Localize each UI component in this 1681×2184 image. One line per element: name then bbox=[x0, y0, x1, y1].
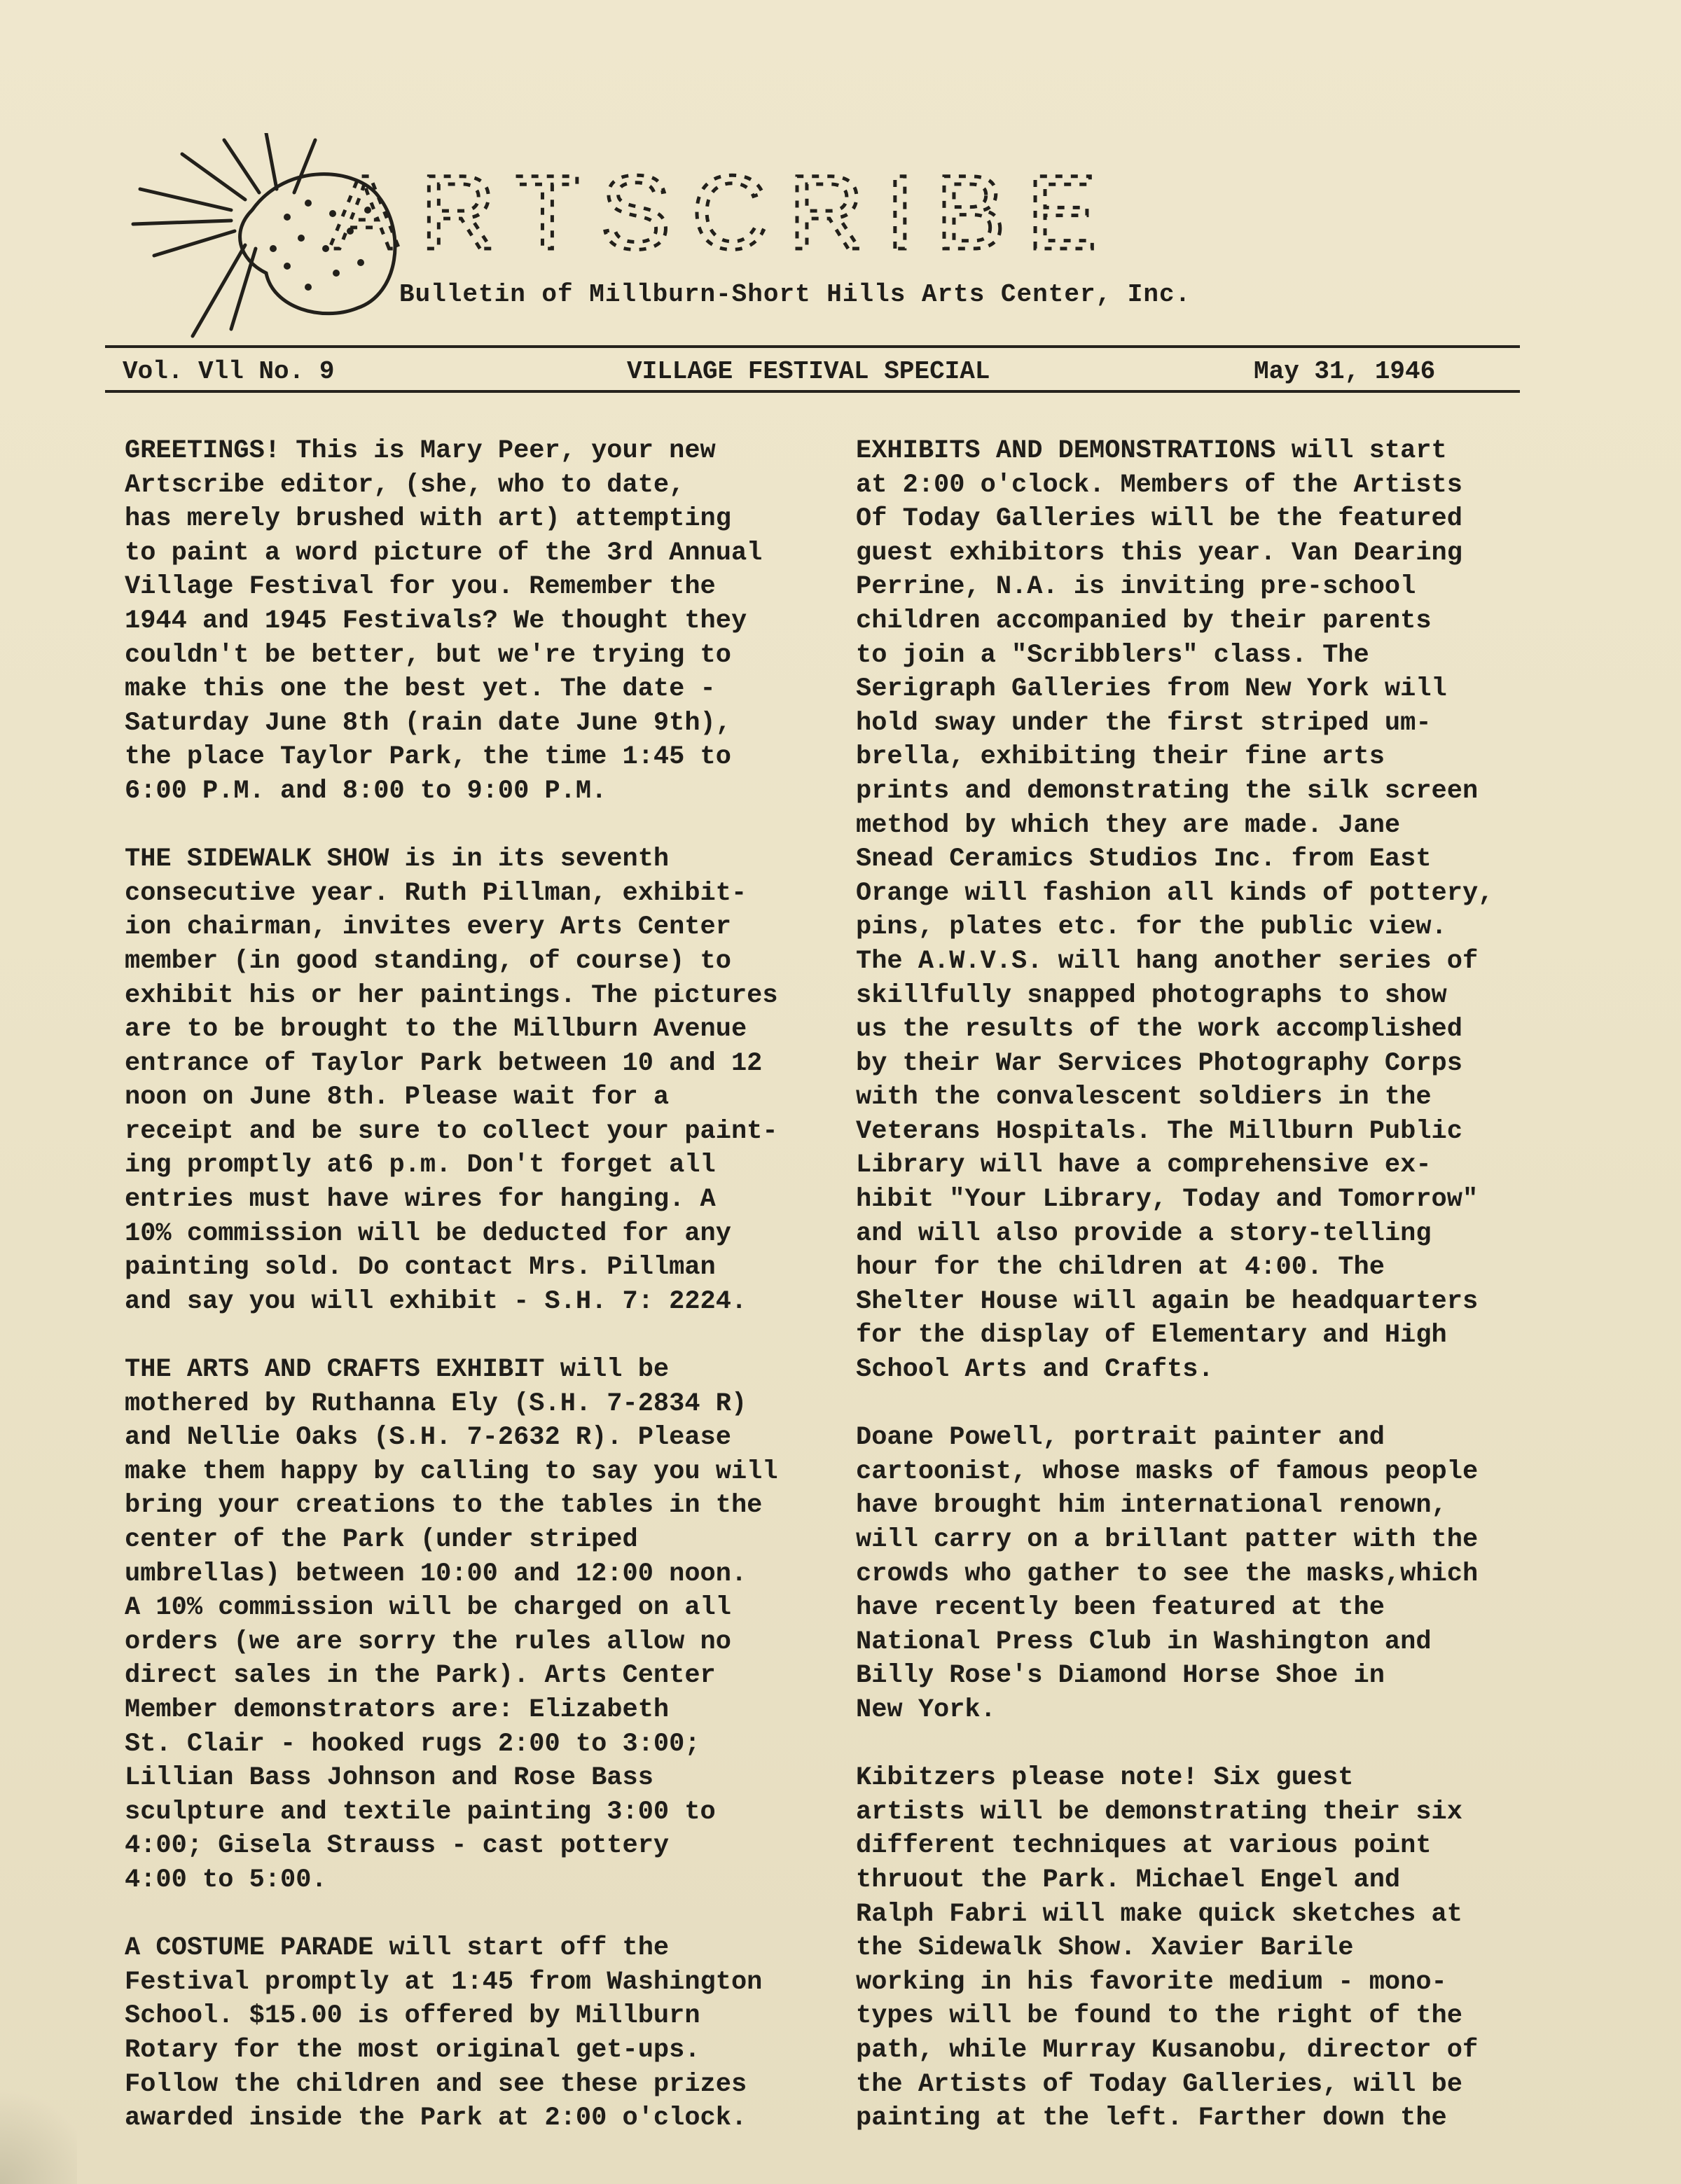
left-column bbox=[125, 434, 846, 2169]
text-line: the Sidewalk Show. Xavier Barile bbox=[856, 1933, 1354, 1963]
text-line: A 10% commission will be charged on all bbox=[125, 1593, 731, 1623]
text-line: umbrellas) between 10:00 and 12:00 noon. bbox=[125, 1559, 747, 1589]
text-line: Perrine, N.A. is inviting pre-school bbox=[856, 572, 1416, 602]
text-line: member (in good standing, of course) to bbox=[125, 946, 731, 976]
text-line: thruout the Park. Michael Engel and bbox=[856, 1865, 1401, 1895]
volume-number: Vol. Vll No. 9 bbox=[123, 357, 335, 386]
text-line: Doane Powell, portrait painter and bbox=[856, 1423, 1385, 1453]
bulletin-subtitle: Bulletin of Millburn-Short Hills Arts Center, Inc. bbox=[399, 280, 1191, 309]
text-line: hour for the children at 4:00. The bbox=[856, 1253, 1385, 1283]
text-line: exhibit his or her paintings. The pictures bbox=[125, 980, 778, 1010]
text-line: 10% commission will be deducted for any bbox=[125, 1218, 731, 1249]
text-line: bring your creations to the tables in the bbox=[125, 1491, 763, 1521]
text-line: Member demonstrators are: Elizabeth bbox=[125, 1695, 670, 1725]
article-paragraph bbox=[856, 1761, 1556, 2136]
text-line: will carry on a brillant patter with the bbox=[856, 1525, 1479, 1554]
text-line: 4:00 to 5:00. bbox=[125, 1865, 327, 1895]
text-line: A COSTUME PARADE will start off the bbox=[125, 1933, 670, 1963]
text-line: entrance of Taylor Park between 10 and 12 bbox=[125, 1048, 763, 1078]
text-line: Snead Ceramics Studios Inc. from East bbox=[856, 844, 1432, 875]
text-line: sculpture and textile painting 3:00 to bbox=[125, 1797, 716, 1827]
text-line: 6:00 P.M. and 8:00 to 9:00 P.M. bbox=[125, 776, 607, 806]
text-line: cartoonist, whose masks of famous people bbox=[856, 1456, 1479, 1487]
text-line: School Arts and Crafts. bbox=[856, 1355, 1214, 1385]
text-line: hold sway under the first striped um- bbox=[856, 708, 1432, 738]
issue-title: VILLAGE FESTIVAL SPECIAL bbox=[627, 357, 990, 386]
text-line: and Nellie Oaks (S.H. 7-2632 R). Please bbox=[125, 1423, 731, 1453]
text-line: couldn't be better, but we're trying to bbox=[125, 640, 731, 670]
text-line: the place Taylor Park, the time 1:45 to bbox=[125, 742, 731, 772]
text-line: to join a "Scribblers" class. The bbox=[856, 640, 1369, 670]
article-paragraph bbox=[125, 1353, 846, 1898]
text-line: consecutive year. Ruth Pillman, exhibit- bbox=[125, 878, 747, 908]
text-line: to paint a word picture of the 3rd Annual bbox=[125, 538, 763, 568]
text-line: Serigraph Galleries from New York will bbox=[856, 674, 1447, 704]
right-column bbox=[856, 434, 1556, 2169]
text-line: Artscribe editor, (she, who to date, bbox=[125, 470, 685, 500]
text-line: Saturday June 8th (rain date June 9th), bbox=[125, 708, 731, 738]
text-line: the Artists of Today Galleries, will be bbox=[856, 2069, 1462, 2099]
text-line: ing promptly at6 p.m. Don't forget all bbox=[125, 1150, 716, 1181]
text-line: Kibitzers please note! Six guest bbox=[856, 1763, 1354, 1793]
text-line: make this one the best yet. The date - bbox=[125, 674, 716, 704]
text-line: EXHIBITS AND DEMONSTRATIONS will start bbox=[856, 436, 1447, 466]
text-line: us the results of the work accomplished bbox=[856, 1015, 1462, 1045]
text-line: St. Clair - hooked rugs 2:00 to 3:00; bbox=[125, 1729, 700, 1759]
text-line: artists will be demonstrating their six bbox=[856, 1797, 1462, 1827]
text-line: prints and demonstrating the silk screen bbox=[856, 776, 1479, 806]
text-line: painting at the left. Farther down the bbox=[856, 2103, 1447, 2134]
text-line: awarded inside the Park at 2:00 o'clock. bbox=[125, 2103, 747, 2134]
text-line: children accompanied by their parents bbox=[856, 606, 1432, 636]
text-line: for the display of Elementary and High bbox=[856, 1321, 1447, 1351]
text-line: 4:00; Gisela Strauss - cast pottery bbox=[125, 1831, 670, 1861]
issue-date: May 31, 1946 bbox=[1254, 357, 1436, 386]
text-line: and will also provide a story-telling bbox=[856, 1218, 1432, 1249]
text-line: brella, exhibiting their fine arts bbox=[856, 742, 1385, 772]
text-line: noon on June 8th. Please wait for a bbox=[125, 1083, 670, 1113]
paper-stain bbox=[0, 2073, 77, 2184]
text-line: method by which they are made. Jane bbox=[856, 810, 1401, 840]
text-line: with the convalescent soldiers in the bbox=[856, 1083, 1432, 1113]
text-line: guest exhibitors this year. Van Dearing bbox=[856, 538, 1462, 568]
text-line: Rotary for the most original get-ups. bbox=[125, 2035, 700, 2065]
text-line: ion chairman, invites every Arts Center bbox=[125, 912, 731, 943]
article-paragraph bbox=[125, 842, 846, 1319]
logo-text: ARTSCRIBE bbox=[329, 153, 1118, 271]
text-line: direct sales in the Park). Arts Center bbox=[125, 1661, 716, 1691]
text-line: Library will have a comprehensive ex- bbox=[856, 1150, 1432, 1181]
text-line: Shelter House will again be headquarters bbox=[856, 1286, 1479, 1316]
text-line: center of the Park (under striped bbox=[125, 1525, 638, 1554]
text-line: pins, plates etc. for the public view. bbox=[856, 912, 1447, 943]
text-line: orders (we are sorry the rules allow no bbox=[125, 1627, 731, 1657]
text-line: Orange will fashion all kinds of pottery, bbox=[856, 878, 1494, 908]
text-line: crowds who gather to see the masks,which bbox=[856, 1559, 1479, 1589]
text-line: hibit "Your Library, Today and Tomorrow" bbox=[856, 1185, 1479, 1215]
text-line: have brought him international renown, bbox=[856, 1491, 1447, 1521]
article-paragraph bbox=[856, 434, 1556, 1387]
text-line: The A.W.V.S. will hang another series of bbox=[856, 946, 1479, 976]
sun-palette-logo-icon bbox=[126, 133, 1149, 343]
text-line: Lillian Bass Johnson and Rose Bass bbox=[125, 1763, 653, 1793]
text-line: THE ARTS AND CRAFTS EXHIBIT will be bbox=[125, 1355, 670, 1385]
text-line: by their War Services Photography Corps bbox=[856, 1048, 1462, 1078]
text-line: GREETINGS! This is Mary Peer, your new bbox=[125, 436, 716, 466]
text-line: skillfully snapped photographs to show bbox=[856, 980, 1447, 1010]
text-line: has merely brushed with art) attempting bbox=[125, 504, 731, 534]
text-line: Festival promptly at 1:45 from Washington bbox=[125, 1967, 763, 1997]
text-line: working in his favorite medium - mono- bbox=[856, 1967, 1447, 1997]
text-line: 1944 and 1945 Festivals? We thought they bbox=[125, 606, 747, 636]
text-line: Of Today Galleries will be the featured bbox=[856, 504, 1462, 534]
text-line: make them happy by calling to say you will bbox=[125, 1456, 778, 1487]
text-line: receipt and be sure to collect your paint- bbox=[125, 1116, 778, 1146]
text-line: New York. bbox=[856, 1695, 996, 1725]
header-rule-top bbox=[105, 345, 1520, 348]
text-line: at 2:00 o'clock. Members of the Artists bbox=[856, 470, 1462, 500]
artscribe-logo bbox=[126, 133, 1149, 343]
text-line: path, while Murray Kusanobu, director of bbox=[856, 2035, 1479, 2065]
text-line: School. $15.00 is offered by Millburn bbox=[125, 2001, 700, 2031]
article-paragraph bbox=[125, 1931, 846, 2136]
text-line: different techniques at various point bbox=[856, 1831, 1432, 1861]
text-line: Veterans Hospitals. The Millburn Public bbox=[856, 1116, 1462, 1146]
text-line: types will be found to the right of the bbox=[856, 2001, 1462, 2031]
text-line: Village Festival for you. Remember the bbox=[125, 572, 716, 602]
header-rule-bottom bbox=[105, 390, 1520, 393]
text-line: Billy Rose's Diamond Horse Shoe in bbox=[856, 1661, 1385, 1691]
text-line: entries must have wires for hanging. A bbox=[125, 1185, 716, 1215]
text-line: Follow the children and see these prizes bbox=[125, 2069, 747, 2099]
text-line: THE SIDEWALK SHOW is in its seventh bbox=[125, 844, 670, 875]
text-line: mothered by Ruthanna Ely (S.H. 7-2834 R) bbox=[125, 1389, 747, 1419]
article-paragraph bbox=[125, 434, 846, 809]
text-line: have recently been featured at the bbox=[856, 1593, 1385, 1623]
text-line: are to be brought to the Millburn Avenue bbox=[125, 1015, 747, 1045]
text-line: National Press Club in Washington and bbox=[856, 1627, 1432, 1657]
text-line: Ralph Fabri will make quick sketches at bbox=[856, 1899, 1462, 1929]
article-paragraph bbox=[856, 1421, 1556, 1727]
text-line: and say you will exhibit - S.H. 7: 2224. bbox=[125, 1286, 747, 1316]
text-line: painting sold. Do contact Mrs. Pillman bbox=[125, 1253, 716, 1283]
